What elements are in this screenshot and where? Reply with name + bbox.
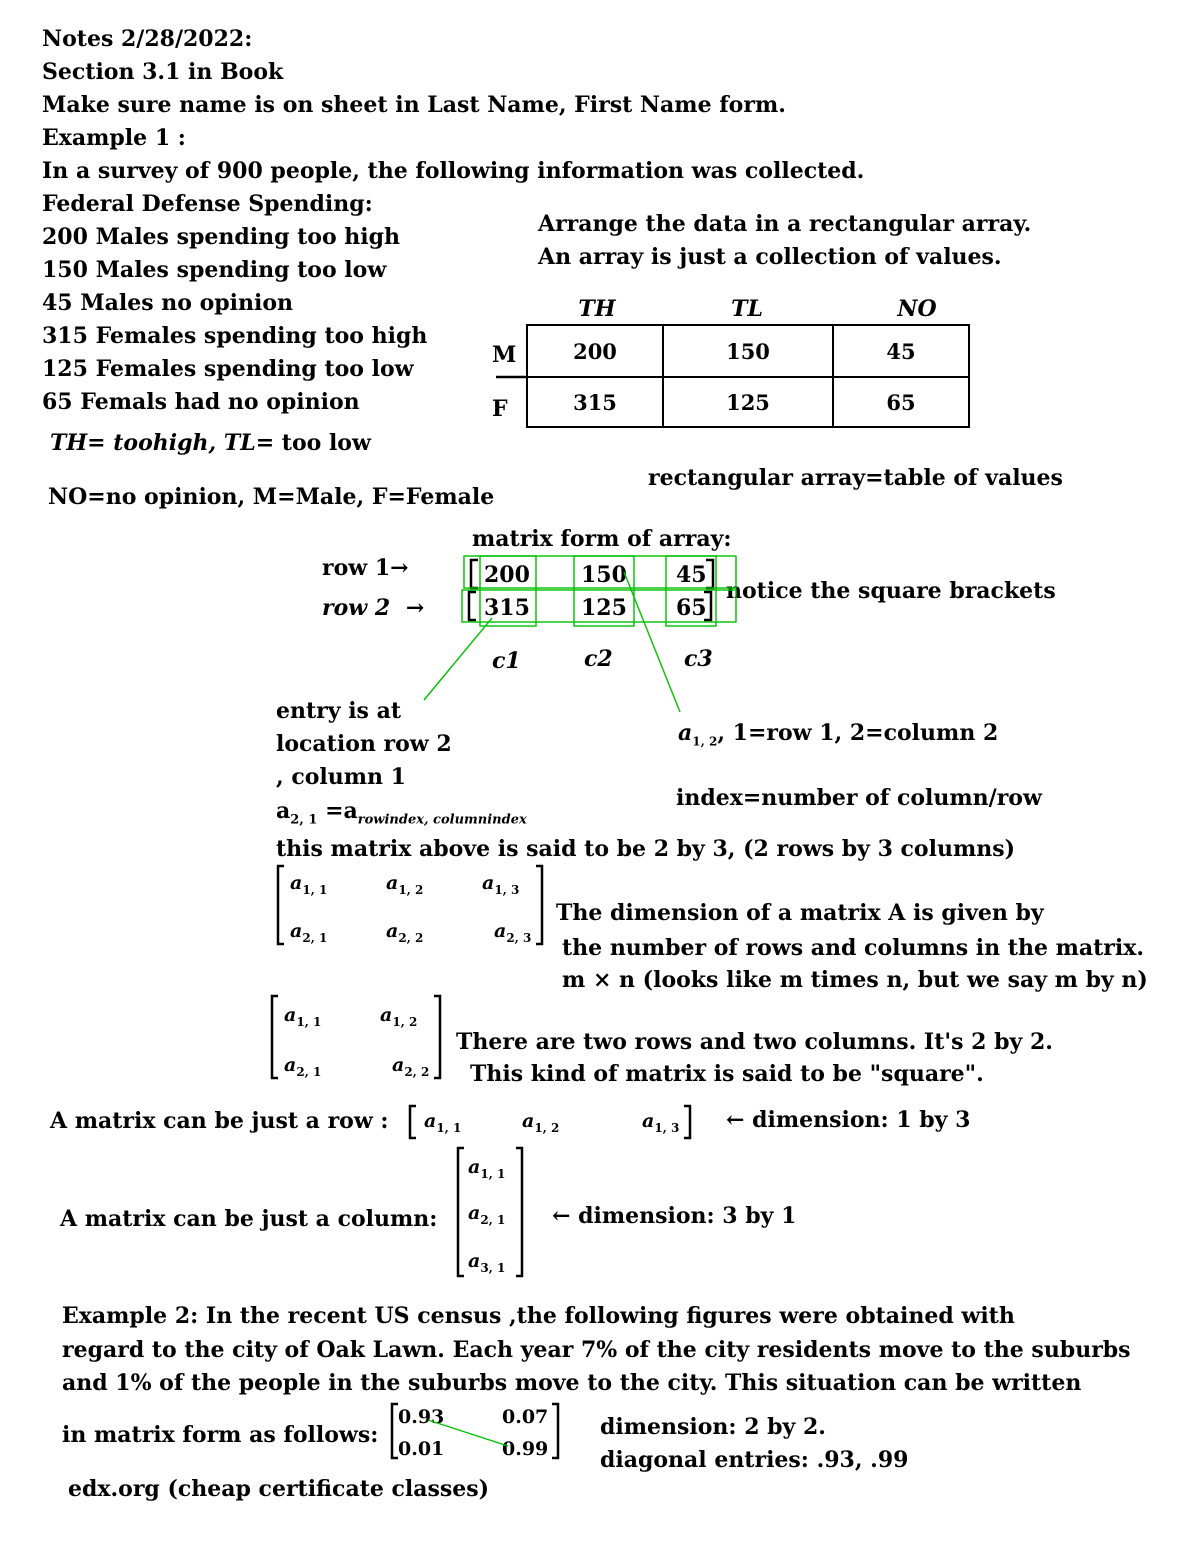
arrange-instruction: Arrange the data in a rectangular array. xyxy=(538,211,1032,237)
a12-text: , 1=row 1, 2=column 2 xyxy=(717,720,999,746)
matrix-entry: $a_{2, 1}$ xyxy=(290,920,328,945)
column-label: c1 xyxy=(492,648,521,674)
matrix-cell: 0.93 xyxy=(398,1406,445,1428)
matrix-cell: 65 xyxy=(676,595,707,621)
matrix-entry: $a_{1, 3}$ xyxy=(642,1110,680,1135)
name-instruction: Make sure name is on sheet in Last Name, First Name form. xyxy=(42,92,786,118)
dimension-definition-2: the number of rows and columns in the matrix. xyxy=(562,935,1145,961)
survey-item: 150 Males spending too low xyxy=(42,257,387,283)
example2-line: in matrix form as follows: xyxy=(62,1422,379,1448)
row-highlight xyxy=(462,590,736,622)
matrix-entry: $a_{1, 2}$ xyxy=(386,872,424,897)
row-label-f: F xyxy=(492,396,508,422)
matrix-entry: $a_{2, 1}$ xyxy=(468,1202,506,1227)
entry-note-line: entry is at xyxy=(276,698,402,724)
left-bracket-icon xyxy=(469,592,476,620)
column-label: c3 xyxy=(684,646,713,672)
dimension-statement: this matrix above is said to be 2 by 3, (2 rows by 3 columns) xyxy=(276,836,1016,862)
left-bracket-icon xyxy=(278,866,284,944)
column-highlight xyxy=(480,556,536,626)
left-bracket-icon xyxy=(272,996,278,1078)
matrix-cell: 200 xyxy=(484,562,530,588)
array-definition: An array is just a collection of values. xyxy=(538,244,1002,270)
matrix-entry: $a_{1, 1}$ xyxy=(290,872,328,897)
right-bracket-icon xyxy=(552,1404,558,1458)
right-bracket-icon xyxy=(536,866,542,944)
section-title: Section 3.1 in Book xyxy=(42,59,284,85)
row2-text: row 2 xyxy=(322,595,391,621)
table-cell: 65 xyxy=(833,377,969,427)
matrix-entry: $a_{2, 3}$ xyxy=(494,920,532,945)
square-text-1: There are two rows and two columns. It's 2 by 2. xyxy=(456,1029,1053,1055)
example2-dimension: dimension: 2 by 2. xyxy=(600,1414,826,1440)
bracket-note: notice the square brackets xyxy=(726,578,1056,604)
example2-line: regard to the city of Oak Lawn. Each year 7% of the city residents move to the suburbs xyxy=(62,1337,1131,1363)
survey-intro: In a survey of 900 people, the following information was collected. xyxy=(42,158,865,184)
table-cell: 45 xyxy=(833,325,969,377)
index-equals: =a xyxy=(317,798,358,824)
footer-note: edx.org (cheap certificate classes) xyxy=(68,1476,490,1502)
a12-symbol: a xyxy=(678,720,693,746)
matrix-form-title: matrix form of array: xyxy=(472,526,732,552)
spending-heading: Federal Defense Spending: xyxy=(42,191,373,217)
column-matrix-label: A matrix can be just a column: xyxy=(60,1206,438,1232)
right-bracket-icon xyxy=(434,996,440,1078)
left-bracket-icon xyxy=(410,1106,416,1138)
dimension-definition-1: The dimension of a matrix A is given by xyxy=(556,900,1044,926)
a12-subscript: 1, 2 xyxy=(692,734,718,749)
table-cell: 125 xyxy=(663,377,833,427)
left-bracket-icon xyxy=(471,560,478,588)
survey-item: 315 Females spending too high xyxy=(42,323,428,349)
index-subscript: rowindex, columnindex xyxy=(357,812,527,828)
matrix-cell: 150 xyxy=(581,562,627,588)
diagonal-line xyxy=(428,1420,508,1446)
matrix-entry: $a_{1, 2}$ xyxy=(380,1004,418,1029)
survey-item: 65 Femals had no opinion xyxy=(42,389,360,415)
example1-heading: Example 1 : xyxy=(42,125,186,151)
right-bracket-icon xyxy=(516,1148,522,1276)
example2-line: Example 2: In the recent US census ,the following figures were obtained with xyxy=(62,1303,1015,1329)
right-bracket-icon xyxy=(704,592,711,620)
matrix-entry: $a_{2, 2}$ xyxy=(392,1054,430,1079)
matrix-cell: 125 xyxy=(581,595,627,621)
example2-line: and 1% of the people in the suburbs move to the city. This situation can be written xyxy=(62,1370,1082,1396)
column-matrix-dimension: ← dimension: 3 by 1 xyxy=(552,1203,797,1229)
th-symbol: TH xyxy=(50,430,88,456)
left-bracket-icon xyxy=(458,1148,464,1276)
dimension-definition-3: m × n (looks like m times n, but we say m by n) xyxy=(562,967,1148,993)
row-matrix-label: A matrix can be just a row : xyxy=(50,1108,389,1134)
row-highlight xyxy=(464,556,736,588)
survey-item: 45 Males no opinion xyxy=(42,290,294,316)
matrix-entry: $a_{1, 3}$ xyxy=(482,872,520,897)
table-cell: 315 xyxy=(527,377,663,427)
array-caption: rectangular array=table of values xyxy=(648,465,1063,491)
matrix-entry: $a_{2, 2}$ xyxy=(386,920,424,945)
entry-note-line: , column 1 xyxy=(276,764,406,790)
matrix-cell: 315 xyxy=(484,595,530,621)
matrix-entry: $a_{1, 1}$ xyxy=(424,1110,462,1135)
notes-date: Notes 2/28/2022: xyxy=(42,26,253,52)
pointer-line xyxy=(624,572,680,712)
col-header-no: NO xyxy=(897,296,937,322)
example2-diagonal: diagonal entries: .93, .99 xyxy=(600,1447,909,1473)
column-label: c2 xyxy=(584,646,613,672)
matrix-cell: 0.07 xyxy=(502,1406,549,1428)
table-cell: 150 xyxy=(663,325,833,377)
index-definition: index=number of column/row xyxy=(676,785,1042,811)
row1-label: row 1→ xyxy=(322,555,409,581)
col-header-tl: TL xyxy=(731,296,763,322)
column-highlight xyxy=(574,556,634,626)
left-bracket-icon xyxy=(392,1404,398,1458)
right-bracket-icon xyxy=(684,1106,690,1138)
matrix-entry: $a_{1, 1}$ xyxy=(468,1156,506,1181)
survey-item: 200 Males spending too high xyxy=(42,224,401,250)
tl-symbol: TL xyxy=(223,430,256,456)
right-bracket-icon xyxy=(706,560,713,588)
entry-symbol: a xyxy=(276,798,291,824)
matrix-cell: 45 xyxy=(676,562,707,588)
matrix-cell: 0.99 xyxy=(502,1438,549,1460)
entry-subscript: 2, 1 xyxy=(290,812,318,828)
matrix-cell: 0.01 xyxy=(398,1438,445,1460)
survey-item: 125 Females spending too low xyxy=(42,356,414,382)
table-cell: 200 xyxy=(527,325,663,377)
pointer-line xyxy=(424,618,492,700)
matrix-entry: $a_{1, 2}$ xyxy=(522,1110,560,1135)
legend-line-2: NO=no opinion, M=Male, F=Female xyxy=(48,484,495,510)
row-label-m: M xyxy=(492,342,517,368)
matrix-entry: $a_{2, 1}$ xyxy=(284,1054,322,1079)
row-matrix-dimension: ← dimension: 1 by 3 xyxy=(726,1107,971,1133)
col-header-th: TH xyxy=(578,296,616,322)
matrix-entry: $a_{1, 1}$ xyxy=(284,1004,322,1029)
tl-meaning: = too low xyxy=(255,430,371,456)
entry-note-line: location row 2 xyxy=(276,731,452,757)
matrix-entry: $a_{3, 1}$ xyxy=(468,1250,506,1275)
right-arrow-icon: → xyxy=(405,595,425,621)
th-meaning: = toohigh, xyxy=(87,430,217,456)
square-text-2: This kind of matrix is said to be "square". xyxy=(470,1061,984,1087)
